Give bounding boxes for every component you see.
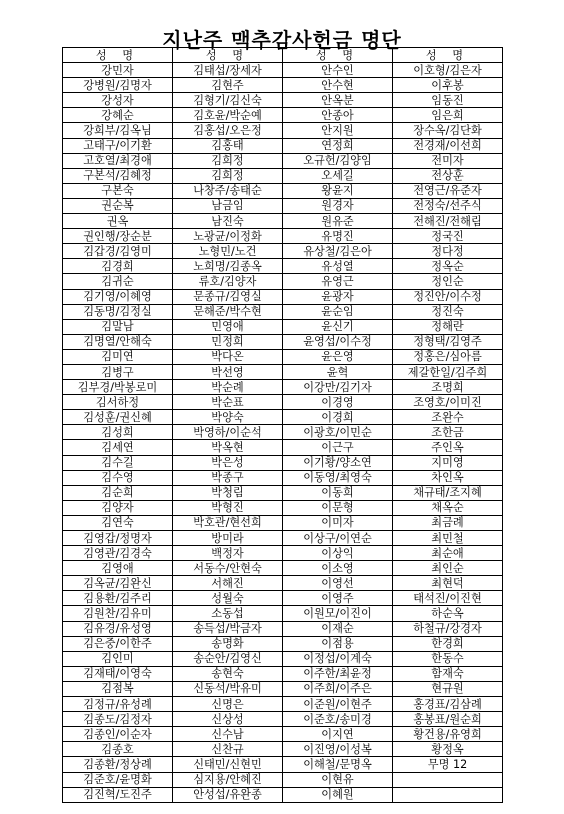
donor-name-cell: 조영호/이미진	[393, 395, 503, 410]
donor-name-cell: 김희정	[173, 168, 283, 183]
donor-name-cell: 박청림	[173, 485, 283, 500]
table-body	[63, 63, 503, 803]
donor-name-cell: 박종구	[173, 470, 283, 485]
donor-name-cell: 전영근/유준자	[393, 183, 503, 198]
donor-name-cell: 김희정	[173, 153, 283, 168]
donor-name-cell: 이현유	[283, 772, 393, 787]
table-row	[63, 93, 503, 108]
table-row	[63, 349, 503, 364]
donor-name-cell: 김기영/이혜영	[63, 289, 173, 304]
donor-name-cell: 김홍섭/오은정	[173, 123, 283, 138]
donor-name-cell: 채규태/조지혜	[393, 485, 503, 500]
donor-name-cell: 성월숙	[173, 591, 283, 606]
donor-name-cell: 김양자	[63, 500, 173, 515]
donor-name-cell: 이주희/이주은	[283, 681, 393, 696]
donor-name-cell: 전상훈	[393, 168, 503, 183]
table-row	[63, 138, 503, 153]
donor-name-cell: 강혜순	[63, 108, 173, 123]
table-row	[63, 455, 503, 470]
donor-name-cell: 송득섭/박금자	[173, 621, 283, 636]
donor-name-cell: 이점용	[283, 636, 393, 651]
donor-name-cell: 이동영/최영숙	[283, 470, 393, 485]
table-row	[63, 712, 503, 727]
donor-name-cell: 최현덕	[393, 576, 503, 591]
donor-name-cell: 노형민/노건	[173, 244, 283, 259]
donor-name-cell: 김현주	[173, 78, 283, 93]
donor-name-cell: 원유준	[283, 214, 393, 229]
table-row	[63, 757, 503, 772]
donor-name-cell: 이주한/최윤정	[283, 666, 393, 681]
table-row	[63, 229, 503, 244]
donor-name-cell: 김진혁/도진주	[63, 787, 173, 802]
column-header: 성 명	[173, 48, 283, 63]
donor-name-cell: 고호열/최경애	[63, 153, 173, 168]
donor-name-cell: 김성희	[63, 425, 173, 440]
table-row	[63, 289, 503, 304]
donor-name-cell: 이지연	[283, 727, 393, 742]
donor-name-cell: 소동섭	[173, 606, 283, 621]
donor-name-cell: 강성자	[63, 93, 173, 108]
donor-name-cell: 김점복	[63, 681, 173, 696]
donor-name-cell: 박다온	[173, 349, 283, 364]
donor-name-cell: 송명화	[173, 636, 283, 651]
donor-name-cell: 이기황/양소연	[283, 455, 393, 470]
donor-name-cell: 김종환/정상례	[63, 757, 173, 772]
donor-name-cell: 이경영	[283, 395, 393, 410]
donor-name-cell: 이정섭/이계숙	[283, 651, 393, 666]
donor-name-cell: 정형택/김영주	[393, 334, 503, 349]
donor-name-cell: 이호형/김은자	[393, 63, 503, 78]
donor-name-cell: 김재태/이영숙	[63, 666, 173, 681]
donor-name-cell: 이광호/이민순	[283, 425, 393, 440]
donor-name-cell: 최순애	[393, 546, 503, 561]
donor-name-cell: 김세연	[63, 440, 173, 455]
donor-name-cell: 최민철	[393, 531, 503, 546]
donor-name-cell: 안수인	[283, 63, 393, 78]
table-row	[63, 636, 503, 651]
donor-name-cell: 김종도/김정자	[63, 712, 173, 727]
table-row	[63, 591, 503, 606]
donor-name-cell: 태석진/이진현	[393, 591, 503, 606]
donor-name-cell: 전미자	[393, 153, 503, 168]
donor-name-cell: 이강만/김기자	[283, 380, 393, 395]
donor-name-cell: 김영관/김경숙	[63, 546, 173, 561]
donor-name-cell: 박영하/이순석	[173, 425, 283, 440]
donor-name-cell: 무명 12	[393, 757, 503, 772]
donor-name-cell: 구본석/김혜정	[63, 168, 173, 183]
donor-name-cell: 정해란	[393, 319, 503, 334]
table-row	[63, 681, 503, 696]
donor-name-cell: 김수영	[63, 470, 173, 485]
donor-name-cell: 박양숙	[173, 410, 283, 425]
donor-name-cell: 권인행/장순분	[63, 229, 173, 244]
donor-name-cell: 한동수	[393, 651, 503, 666]
donor-name-cell: 이재순	[283, 621, 393, 636]
donor-name-cell: 이미자	[283, 515, 393, 530]
table-header-row	[63, 48, 503, 63]
donor-name-cell: 안성섭/유완종	[173, 787, 283, 802]
page-title: 지난주 맥추감사헌금 명단	[162, 28, 402, 52]
table-row	[63, 697, 503, 712]
donor-name-cell: 권옥	[63, 214, 173, 229]
donor-name-cell: 신수남	[173, 727, 283, 742]
table-row	[63, 304, 503, 319]
donor-name-cell: 김원찬/김유미	[63, 606, 173, 621]
donor-name-cell: 전정숙/선주식	[393, 198, 503, 213]
donor-name-cell: 이상구/이연순	[283, 531, 393, 546]
donor-name-cell: 고태구/이기환	[63, 138, 173, 153]
donor-name-cell: 정다정	[393, 244, 503, 259]
donor-name-cell: 하순옥	[393, 606, 503, 621]
donor-name-cell: 박선영	[173, 364, 283, 379]
donor-name-cell: 김영애	[63, 561, 173, 576]
donor-name-cell: 김동명/김정실	[63, 304, 173, 319]
donor-name-cell: 신상성	[173, 712, 283, 727]
donor-name-cell	[393, 772, 503, 787]
donor-name-cell: 김정규/유성례	[63, 697, 173, 712]
table-row	[63, 531, 503, 546]
donor-name-cell: 김순희	[63, 485, 173, 500]
table-row	[63, 561, 503, 576]
donor-name-cell: 김유경/유성영	[63, 621, 173, 636]
donor-name-cell: 현규원	[393, 681, 503, 696]
table-row	[63, 153, 503, 168]
donor-name-cell: 유명진	[283, 229, 393, 244]
table-row	[63, 787, 503, 802]
donor-name-cell: 한경희	[393, 636, 503, 651]
donor-name-cell: 심지용/안혜진	[173, 772, 283, 787]
donor-name-cell: 조명희	[393, 380, 503, 395]
donor-name-cell: 신찬규	[173, 742, 283, 757]
donor-name-cell: 정진안/이수정	[393, 289, 503, 304]
table-row	[63, 395, 503, 410]
donor-name-cell: 남금임	[173, 198, 283, 213]
donor-name-cell: 민영애	[173, 319, 283, 334]
donor-name-cell: 안수현	[283, 78, 393, 93]
donor-name-cell: 연정희	[283, 138, 393, 153]
table-row	[63, 546, 503, 561]
donor-name-cell: 이경희	[283, 410, 393, 425]
donor-name-cell: 정옥순	[393, 259, 503, 274]
donor-name-cell: 임은희	[393, 108, 503, 123]
donor-name-cell: 신동석/박유미	[173, 681, 283, 696]
donor-name-cell: 홍경표/김삼례	[393, 697, 503, 712]
donor-name-cell: 박순표	[173, 395, 283, 410]
donor-name-cell: 유영근	[283, 274, 393, 289]
donor-name-cell: 김인미	[63, 651, 173, 666]
donor-name-cell: 박형진	[173, 500, 283, 515]
donor-name-cell: 이동희	[283, 485, 393, 500]
table-row	[63, 214, 503, 229]
donor-name-cell: 김귀순	[63, 274, 173, 289]
donor-name-cell: 김미연	[63, 349, 173, 364]
donor-name-cell: 윤신기	[283, 319, 393, 334]
table-row	[63, 334, 503, 349]
column-header: 성 명	[63, 48, 173, 63]
donor-name-cell: 김수길	[63, 455, 173, 470]
donor-name-cell: 서동수/안현숙	[173, 561, 283, 576]
donor-name-cell: 류호/김양자	[173, 274, 283, 289]
table-row	[63, 606, 503, 621]
donor-name-cell: 강병원/김명자	[63, 78, 173, 93]
donor-name-cell: 김옥균/김완신	[63, 576, 173, 591]
column-header: 성 명	[283, 48, 393, 63]
donor-name-cell: 김종인/이순자	[63, 727, 173, 742]
donor-name-cell: 윤순임	[283, 304, 393, 319]
table-row	[63, 183, 503, 198]
table-row	[63, 364, 503, 379]
donor-name-cell: 하철규/강경자	[393, 621, 503, 636]
donor-name-cell: 정인순	[393, 274, 503, 289]
donor-name-cell: 김은중/이한주	[63, 636, 173, 651]
donor-name-cell: 김병구	[63, 364, 173, 379]
donor-name-cell: 김호윤/박순예	[173, 108, 283, 123]
donor-name-cell: 서해진	[173, 576, 283, 591]
donor-name-cell: 윤영섭/이수정	[283, 334, 393, 349]
table-row	[63, 485, 503, 500]
table-row	[63, 410, 503, 425]
donor-name-cell: 오규헌/김양임	[283, 153, 393, 168]
donor-name-cell: 김영갑/정명자	[63, 531, 173, 546]
donor-name-cell: 이준원/이현주	[283, 697, 393, 712]
donor-name-cell: 이원모/이진이	[283, 606, 393, 621]
donor-name-cell: 정홍은/심아름	[393, 349, 503, 364]
donor-name-cell: 안종아	[283, 108, 393, 123]
donor-name-cell: 구본숙	[63, 183, 173, 198]
donor-name-cell: 윤광자	[283, 289, 393, 304]
donor-name-cell: 장수옥/김단화	[393, 123, 503, 138]
donor-name-cell: 김태섭/장세자	[173, 63, 283, 78]
donor-name-cell: 이진영/이성복	[283, 742, 393, 757]
table-row	[63, 198, 503, 213]
donor-name-cell: 김홍태	[173, 138, 283, 153]
table-row	[63, 470, 503, 485]
donor-name-cell: 정진숙	[393, 304, 503, 319]
donor-name-cell: 이문형	[283, 500, 393, 515]
donor-name-cell: 송순안/김영신	[173, 651, 283, 666]
donor-name-cell: 채옥순	[393, 500, 503, 515]
donor-table	[62, 47, 503, 803]
table-row	[63, 78, 503, 93]
donor-name-cell: 이영선	[283, 576, 393, 591]
table-row	[63, 515, 503, 530]
donor-name-cell: 안지원	[283, 123, 393, 138]
table-row	[63, 621, 503, 636]
donor-name-cell: 안옥분	[283, 93, 393, 108]
table-row	[63, 742, 503, 757]
donor-name-cell: 임동진	[393, 93, 503, 108]
donor-name-cell: 이혜원	[283, 787, 393, 802]
donor-name-cell: 민정희	[173, 334, 283, 349]
table-row	[63, 440, 503, 455]
donor-name-cell: 김말남	[63, 319, 173, 334]
donor-name-cell: 신태민/신현민	[173, 757, 283, 772]
donor-name-cell: 차인옥	[393, 470, 503, 485]
donor-name-cell: 김연숙	[63, 515, 173, 530]
donor-name-cell	[393, 787, 503, 802]
table-row	[63, 259, 503, 274]
donor-name-cell: 이해철/문명옥	[283, 757, 393, 772]
donor-name-cell: 정국진	[393, 229, 503, 244]
donor-name-cell: 노광균/이정화	[173, 229, 283, 244]
donor-name-cell: 윤은영	[283, 349, 393, 364]
donor-name-cell: 황정옥	[393, 742, 503, 757]
donor-name-cell: 전해진/전해림	[393, 214, 503, 229]
donor-name-cell: 박순례	[173, 380, 283, 395]
donor-name-cell: 오세길	[283, 168, 393, 183]
donor-name-cell: 윤혁	[283, 364, 393, 379]
table-row	[63, 500, 503, 515]
donor-name-cell: 김형기/김신숙	[173, 93, 283, 108]
table-row	[63, 425, 503, 440]
donor-name-cell: 김용환/김주리	[63, 591, 173, 606]
donor-name-cell: 문종규/김영실	[173, 289, 283, 304]
donor-name-cell: 유상철/김은아	[283, 244, 393, 259]
donor-name-cell: 나창주/송태순	[173, 183, 283, 198]
table-row	[63, 727, 503, 742]
donor-name-cell: 강희부/김옥님	[63, 123, 173, 138]
table-row	[63, 108, 503, 123]
donor-name-cell: 김명열/안해숙	[63, 334, 173, 349]
table-row	[63, 651, 503, 666]
donor-name-cell: 백정자	[173, 546, 283, 561]
table-row	[63, 168, 503, 183]
donor-name-cell: 이영주	[283, 591, 393, 606]
table-row	[63, 63, 503, 78]
donor-name-cell: 문해준/박수현	[173, 304, 283, 319]
donor-name-cell: 김부경/박봉로미	[63, 380, 173, 395]
donor-name-cell: 김서하정	[63, 395, 173, 410]
donor-name-cell: 최인순	[393, 561, 503, 576]
donor-name-cell: 조한금	[393, 425, 503, 440]
table-row	[63, 380, 503, 395]
table-row	[63, 666, 503, 681]
donor-name-cell: 왕윤지	[283, 183, 393, 198]
donor-name-cell: 박은성	[173, 455, 283, 470]
table-row	[63, 319, 503, 334]
donor-name-cell: 신명은	[173, 697, 283, 712]
donor-name-cell: 송현숙	[173, 666, 283, 681]
donor-name-cell: 남진숙	[173, 214, 283, 229]
donor-name-cell: 강민자	[63, 63, 173, 78]
donor-name-cell: 권순복	[63, 198, 173, 213]
donor-name-cell: 홍봉표/원순희	[393, 712, 503, 727]
donor-name-cell: 김경희	[63, 259, 173, 274]
donor-name-cell: 지미영	[393, 455, 503, 470]
donor-name-cell: 이상익	[283, 546, 393, 561]
donor-name-cell: 황건용/유영희	[393, 727, 503, 742]
donor-name-cell: 김성훈/권신혜	[63, 410, 173, 425]
donor-name-cell: 함재숙	[393, 666, 503, 681]
donor-name-cell: 제갈한일/김주희	[393, 364, 503, 379]
donor-name-cell: 조완수	[393, 410, 503, 425]
donor-name-cell: 최금례	[393, 515, 503, 530]
donor-name-cell: 박호관/현선희	[173, 515, 283, 530]
donor-name-cell: 김준호/윤명화	[63, 772, 173, 787]
donor-name-cell: 박옥현	[173, 440, 283, 455]
donor-name-cell: 원경자	[283, 198, 393, 213]
donor-name-cell: 전경재/이선희	[393, 138, 503, 153]
column-header: 성 명	[393, 48, 503, 63]
table-row	[63, 123, 503, 138]
donor-name-cell: 방미라	[173, 531, 283, 546]
donor-name-cell: 이후봉	[393, 78, 503, 93]
donor-name-cell: 김갑경/김영미	[63, 244, 173, 259]
donor-name-cell: 유성열	[283, 259, 393, 274]
table-row	[63, 244, 503, 259]
table-row	[63, 772, 503, 787]
donor-name-cell: 노희명/김종옥	[173, 259, 283, 274]
donor-name-cell: 이소영	[283, 561, 393, 576]
donor-name-cell: 김종호	[63, 742, 173, 757]
donor-name-cell: 주인옥	[393, 440, 503, 455]
table-row	[63, 576, 503, 591]
donor-name-cell: 이근구	[283, 440, 393, 455]
donor-name-cell: 이준호/송미경	[283, 712, 393, 727]
table-row	[63, 274, 503, 289]
